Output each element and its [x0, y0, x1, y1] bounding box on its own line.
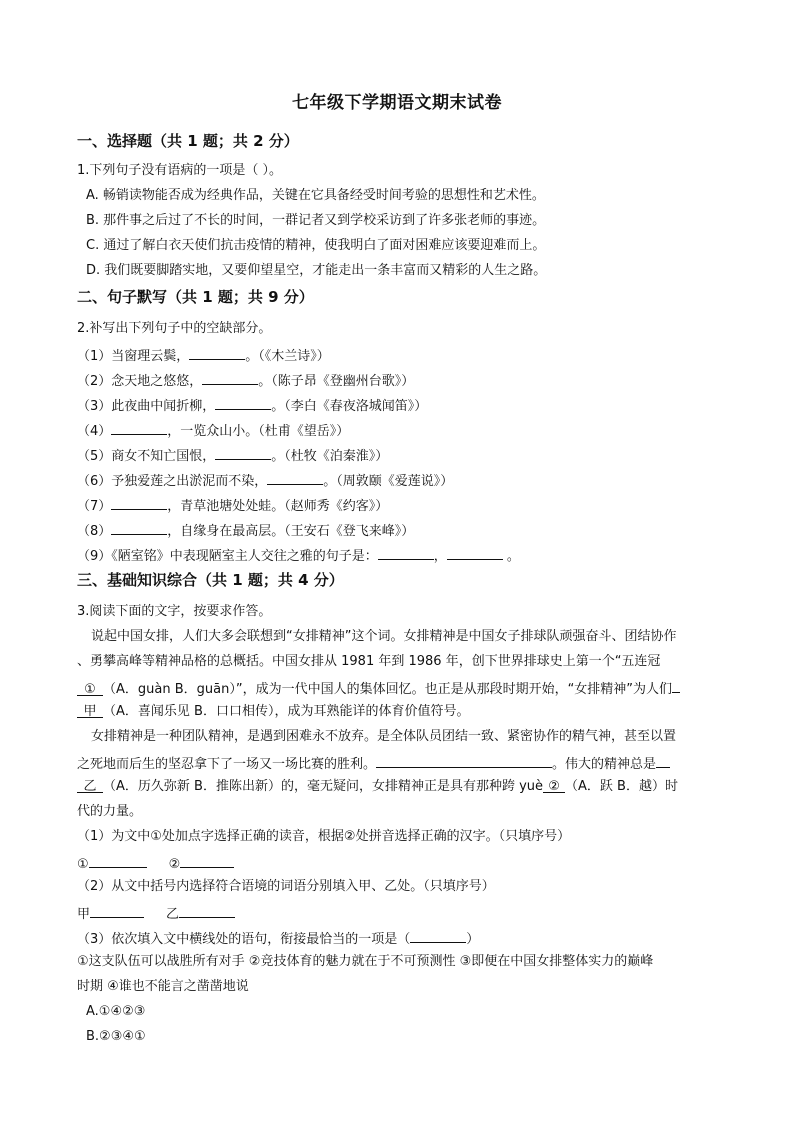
- answer-label: ②: [168, 857, 181, 872]
- q2-item-suffix: 。（李白《春夜洛城闻笛》）: [271, 399, 428, 414]
- blank-marker-jia[interactable]: 甲: [77, 703, 103, 718]
- passage-line: 女排精神是一种团队精神，是遇到困难永不放弃。是全体队员团结一致、紧密协作的精气神，甚至以置: [91, 729, 677, 744]
- q2-stem: 2.补写出下列句子中的空缺部分。: [77, 321, 272, 336]
- answer-blank[interactable]: [656, 753, 670, 768]
- q2-item-prefix: （6）予独爱莲之出淤泥而不染，: [77, 474, 268, 489]
- q3-option-a: A.①④②③: [86, 1004, 146, 1019]
- q1-option-d: D. 我们既要脚踏实地，又要仰望星空，才能走出一条丰富而又精彩的人生之路。: [86, 263, 547, 278]
- q1-stem: 1.下列句子没有语病的一项是（ ）。: [77, 163, 283, 178]
- blank-marker-2[interactable]: ②: [543, 778, 565, 793]
- passage-line: [77, 778, 678, 796]
- q2-item: [77, 420, 349, 441]
- passage-text: （A．历久弥新 B．推陈出新）的，毫无疑问，女排精神正是具有那种跨 yuè: [103, 779, 544, 794]
- blank-marker-1[interactable]: ①: [77, 681, 103, 696]
- passage-line: 说起中国女排，人们大多会联想到“女排精神”这个词。女排精神是中国女子排球队顽强奋斗、团结协作: [91, 629, 677, 644]
- answer-blank[interactable]: [111, 495, 167, 510]
- q1-option-b: B. 那件事之后过了不长的时间，一群记者又到学校采访到了许多张老师的事迹。: [86, 213, 546, 228]
- answer-blank[interactable]: [410, 928, 466, 943]
- answer-blank[interactable]: [215, 445, 271, 460]
- q2-item-prefix: （8）: [77, 524, 112, 539]
- answer-blank[interactable]: [111, 420, 167, 435]
- q3-sub1: （1）为文中①处加点字选择正确的读音，根据②处拼音选择正确的汉字。（只填序号）: [77, 829, 571, 844]
- answer-label: ①: [77, 857, 89, 872]
- q3-stem: 3.阅读下面的文字，按要求作答。: [77, 604, 272, 619]
- answer-blank[interactable]: [672, 678, 680, 693]
- q2-item-suffix: 。（陈子昂《登幽州台歌》）: [258, 374, 415, 389]
- q3-sub1-answers: [77, 853, 234, 874]
- q3-option-b: B.②③④①: [86, 1029, 146, 1044]
- answer-blank[interactable]: [179, 903, 235, 918]
- q1-option-c: C. 通过了解白衣天使们抗击疫情的精神，使我明白了面对困难应该要迎难而上。: [86, 238, 546, 253]
- answer-blank[interactable]: [111, 520, 167, 535]
- passage-text: 之死地而后生的坚忍拿下了一场又一场比赛的胜利。: [77, 757, 377, 772]
- comma-text: ，: [433, 549, 447, 564]
- q2-item-prefix: （7）: [77, 499, 112, 514]
- q3-sub2: （2）从文中括号内选择符合语境的词语分别填入甲、乙处。（只填序号）: [77, 879, 495, 894]
- answer-blank[interactable]: [447, 545, 503, 560]
- answer-blank[interactable]: [89, 853, 147, 868]
- answer-blank[interactable]: [180, 853, 234, 868]
- passage-line: 、勇攀高峰等精神品格的总概括。中国女排从 1981 年到 1986 年，创下世界排球史上第一个“五连冠: [77, 654, 661, 669]
- answer-blank[interactable]: [378, 545, 434, 560]
- answer-blank[interactable]: [215, 395, 271, 410]
- q1-option-a: A. 畅销读物能否成为经典作品，关键在它具备经受时间考验的思想性和艺术性。: [86, 188, 545, 203]
- exam-title: 七年级下学期语文期末试卷: [292, 93, 502, 113]
- q3-sub3-statements: ①这支队伍可以战胜所有对手 ②竞技体育的魅力就在于不可预测性 ③即便在中国女排整体实力的巅峰: [77, 954, 654, 969]
- q2-item-suffix: 。（周敦颐《爱莲说》）: [323, 474, 454, 489]
- q2-item: [77, 395, 427, 416]
- passage-text: 。伟大的精神总是: [552, 757, 657, 772]
- answer-blank[interactable]: [202, 370, 258, 385]
- passage-line: [77, 703, 469, 721]
- q2-item-prefix: （9）《陋室铭》中表现陋室主人交往之雅的句子是：: [77, 549, 378, 564]
- section-heading-choice: 一、选择题（共 1 题；共 2 分）: [77, 132, 299, 150]
- answer-label: 乙: [166, 907, 180, 922]
- passage-line: 代的力量。: [77, 804, 143, 819]
- q3-sub3: [77, 928, 479, 949]
- q2-item-prefix: （3）此夜曲中闻折柳，: [77, 399, 216, 414]
- passage-text: （3）依次填入文中横线处的语句，衔接最恰当的一项是（: [77, 932, 411, 947]
- passage-text: （A．跃 B．越）时: [565, 779, 678, 794]
- q2-item-suffix: ，自缘身在最高层。（王安石《登飞来峰》）: [167, 524, 415, 539]
- q2-item: [77, 520, 414, 541]
- answer-blank[interactable]: [267, 470, 323, 485]
- answer-blank[interactable]: [90, 903, 144, 918]
- passage-text: （A．喜闻乐见 B．口口相传），成为耳熟能详的体育价值符号。: [103, 704, 470, 719]
- blank-marker-yi[interactable]: 乙: [77, 778, 103, 793]
- passage-line: [77, 678, 680, 699]
- q2-item: [77, 370, 414, 391]
- q2-item: [77, 445, 388, 466]
- answer-blank[interactable]: [189, 345, 245, 360]
- passage-text: （A．guàn B．guān）”，成为一代中国人的集体回忆。也正是从那段时期开始，“女排精神”为人们: [103, 682, 673, 697]
- q2-item: [77, 345, 330, 366]
- section-heading-dictation: 二、句子默写（共 1 题；共 9 分）: [77, 288, 314, 306]
- answer-label: 甲: [77, 907, 91, 922]
- q2-item: [77, 470, 453, 491]
- q2-item-suffix: 。: [502, 549, 520, 564]
- q2-item-9: [77, 545, 520, 566]
- q2-item-prefix: （4）: [77, 424, 112, 439]
- q2-item-suffix: ，青草池塘处处蛙。（赵师秀《约客》）: [167, 499, 389, 514]
- q2-item-prefix: （2）念天地之悠悠，: [77, 374, 203, 389]
- q3-sub3-statements-cont: 时期 ④谁也不能言之凿凿地说: [77, 979, 249, 994]
- q2-item-prefix: （1）当窗理云鬓，: [77, 349, 190, 364]
- passage-line: [77, 753, 670, 774]
- q3-sub2-answers: [77, 903, 235, 924]
- q2-item-prefix: （5）商女不知亡国恨，: [77, 449, 216, 464]
- passage-text: ）: [466, 932, 480, 947]
- q2-item: [77, 495, 388, 516]
- answer-blank[interactable]: [376, 753, 552, 768]
- q2-item-suffix: 。（《木兰诗》）: [245, 349, 330, 364]
- q2-item-suffix: 。（杜牧《泊秦淮》）: [271, 449, 389, 464]
- q2-item-suffix: ，一览众山小。（杜甫《望岳》）: [167, 424, 350, 439]
- section-heading-knowledge: 三、基础知识综合（共 1 题；共 4 分）: [77, 571, 344, 589]
